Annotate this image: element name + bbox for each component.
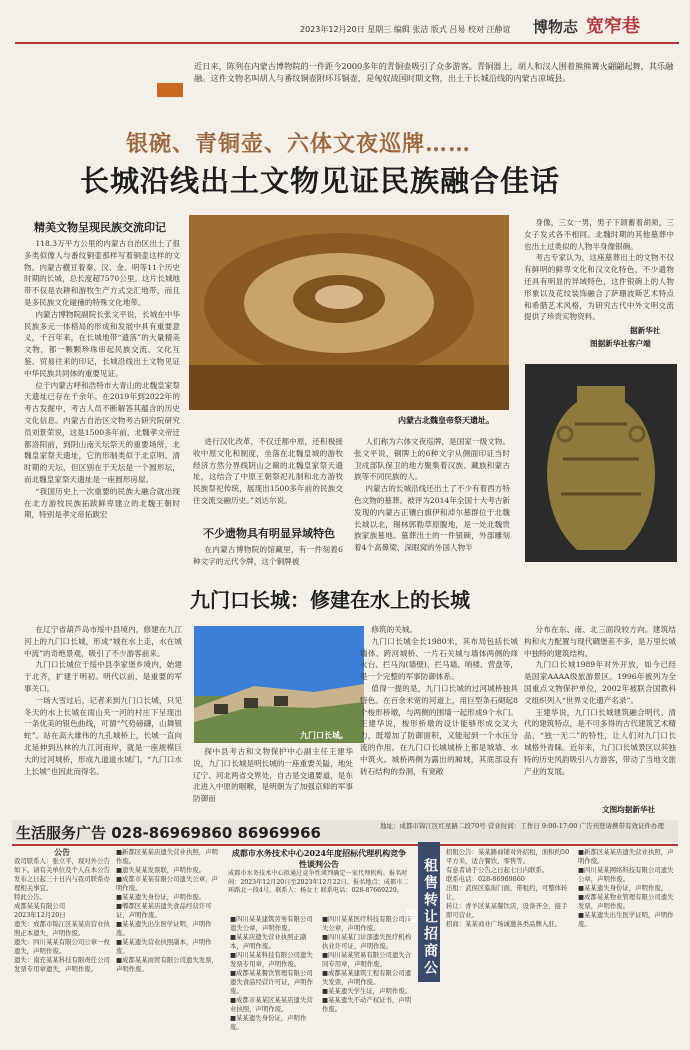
article1-col2 — [193, 436, 343, 522]
ad-item: 遗失：成都市锦江区某某店营业执照正本遗失，声明作废。 — [14, 920, 110, 937]
ad-item: 公告 — [54, 848, 70, 857]
ad-column-1 — [14, 848, 110, 1040]
ad-item: 招租公告：某某路商铺对外招租，面积约50平方米，适合餐饮、零售等。 — [446, 848, 570, 865]
ad-item: ■成都某某商贸有限公司遗失发票，声明作废。 — [116, 956, 218, 973]
lead-text: 近日来，陈列在内蒙古博物院的一件距今2000多年的青铜壶吸引了众多游客。青铜器上，胡人和汉人围着熊熊篝火翩翩起舞，其乐融融。这件文物名叫胡人与番纹铜壶附环耳铜壶，是匈奴战国时期文物，出土于长城沿线的内蒙古凉城县。 — [194, 61, 674, 83]
ad-item: ■某某遗失学生证，声明作废。 — [322, 987, 412, 995]
ad-item: ■新都区某某店遗失营业执照，声明作废。 — [578, 848, 674, 865]
ad-item: 成都某某有限公司 — [14, 902, 66, 910]
photo-great-wall — [194, 626, 364, 743]
tender-title: 成都市水务技术中心2024年度招标代理机构竞争性谈判公告 — [231, 848, 407, 869]
ad-item: ■某某遗失营业执照副本，声明作废。 — [116, 938, 212, 955]
ad-item: ■新都区某某店遗失营业执照，声明作废。 — [116, 848, 218, 865]
lead-paragraph — [194, 60, 674, 84]
subhead-1: 精美文物呈现民族交流印记 — [34, 221, 166, 234]
ad-banner-note: 地址：成都市锦江区红星路二段70号 营业时间：工作日 9:00-17:00 广告刊登请携带有效证件办理 — [380, 822, 664, 830]
ad-item: ■某某遗失出生医学证明，声明作废。 — [116, 920, 212, 937]
ad-item: 特此公告。 — [14, 893, 46, 901]
paragraph: 九门口长城位于绥中县李家堡乡境内，始建于北齐，扩建于明初。明代以前，是重要的军事关口。 — [24, 660, 182, 693]
ad-item: 招商：某某商业广场诚邀各类品牌入驻。 — [446, 920, 562, 928]
ad-item: 2023年12月20日 — [14, 911, 66, 919]
article2-col3 — [360, 624, 518, 814]
ad-item: ■成都某某物业管理有限公司遗失发票，声明作废。 — [578, 893, 674, 910]
rent-banner: 租售转让招商公告 — [418, 842, 440, 982]
section-name: 博物志 — [533, 18, 579, 36]
tender-notice — [228, 848, 410, 910]
article2-col2 — [193, 746, 353, 816]
book-icon — [157, 83, 183, 97]
paragraph: 位于内蒙古呼和浩特市大青山的北魏皇家祭天遗址已存在千余年。在2019年到2022年的考古发掘中，考古人员不断解答其蕴含的历史文化信息。内蒙古自治区文物考古研究院研究员刘景荣说，这是1500多年前，北魏孝文帝迁都洛阳前，到阴山南天坛祭天的重要场所，北魏皇家祭天遗址，它的形制类似于北京明、清时期的天坛，但区别在于天坛是一个圆形坛，而北魏皇家祭天遗址是一座圆形房屋。 — [24, 380, 180, 484]
ad-item: ■成都某某建筑工程有限公司遗失发票，声明作废。 — [322, 969, 412, 986]
paragraph: 身像，三女一男，男子下颌蓄着胡须，三女子发式各不相同。北魏时期的其他墓葬中也出土过类似的人物半身像银碗。 — [524, 218, 674, 251]
paragraph: 九门口长城1989年对外开放，如今已经是国家AAAA级旅游景区。1996年被列为全国重点文物保护单位，2002年被联合国教科文组织列入“世界文化遗产名录”。 — [524, 660, 676, 705]
paragraph: 值得一提的是，九门口长城的过河城桥独具特色。在百余米宽的河道上，用巨型条石砌起8个梭形桥墩，与两侧的围墙一起形成9个水门。王建华说，梭形桥墩的设计能够形成交叉大力，既增加了防御面积，又能起到一个水压分流的作用。在九门口长城城桥上都是城墙、水中筑火。城桥两侧为露出的厢城，其底部设有砖石结构的券洞，有宽敞 — [360, 683, 518, 776]
ad-item: ■四川某某贸易有限公司遗失合同专用章，声明作废。 — [322, 951, 412, 968]
ad-item: ■遗失某某发票联，声明作废。 — [116, 866, 206, 874]
ad-item: ■郫都区某某店遗失食品经营许可证，声明作废。 — [116, 902, 212, 919]
ad-item: ■四川某某科技有限公司遗失发票专用章，声明作废。 — [230, 951, 313, 968]
photo1-caption: 内蒙古北魏皇帝祭天遗址。 — [398, 415, 494, 425]
article1-col2b — [193, 544, 343, 578]
paragraph: 探中县考古和文物保护中心副主任王建华说，九门口长城是明长城的一座重要关隘，地处辽宁、河北两省交界处，自古是交通要道，是东北进入中原的咽喉，是明朝为了加强京师的军事防御而 — [193, 747, 353, 804]
ad-item: 我司联系人：张立平，现对外公告如下。请有关单位及个人在本公告发布之日起三十日内与我司联系办理相关事宜。 — [14, 857, 110, 892]
ad-item: 有意者请于公告之日起七日内联系。 — [446, 866, 549, 874]
paragraph: 进行汉化改革，不仅迁都中原，还积极接收中原文化和制度，坐落在北魏皇城的游牧经济方然分界线阴山之巅的北魏皇家祭天遗址，这结合了中原王朝祭祀礼制和北方游牧民族祭祀传统，展现出1500多年前的民族交往交流交融历史。”刘达尔说。 — [193, 437, 343, 505]
column-name: 宽窄巷 — [586, 16, 640, 37]
ad-item: ■成都市某某区某某店遗失营业执照，声明作废。 — [230, 996, 313, 1013]
ad-item: ■某某遗失身份证，声明作废。 — [578, 884, 668, 892]
ad-item: ■四川某某门诊部遗失医疗机构执业许可证，声明作废。 — [322, 933, 412, 950]
ad-item: ■某某店遗失营业执照正副本，声明作废。 — [230, 933, 307, 950]
paragraph: 内蒙古博物院副院长张文平说，长城在中华民族多元一体格局的形成和发展中具有重要意义，千百年来，在长城地带“遗落”的大量精美文物，都一颗颗珍珠串起民族交流、文化互鉴、贸易往来的印记，长城沿线出土文物见证中华民族共同体的重要见证。 — [24, 309, 180, 378]
ad-banner — [12, 820, 678, 842]
ad-item: ■某某遗失出生医学证明，声明作废。 — [578, 911, 674, 928]
paragraph: 分布在东、南、北三面段较方向。建筑结构和火力配置与现代碉堡差不多，是万里长城中独特的建筑结构。 — [524, 625, 676, 658]
ad-item: ■成都市某某有限公司遗失公章，声明作废。 — [116, 875, 218, 892]
page-header — [0, 0, 690, 46]
photo3-caption: 九门口长城。 — [300, 730, 348, 740]
tender-body: 成都市水务技术中心拟通过竞争性谈判确定一家代理机构。报名时间：2023年12月20日至2023年12月22日。报名地点：成都市二环路北一段4号。联系人：杨女士 联系电话：028-87669229。 — [228, 870, 409, 894]
paragraph: 人们称为六体文夜巡牌，是国家一级文物。张文平说，铜牌上的6种文字从侧面印证当时卫戍部队保卫的地方聚集着汉族、藏族和蒙古族等不同民族的人。 — [354, 437, 510, 482]
ad-column-4 — [322, 915, 414, 1039]
header-rule — [15, 42, 679, 44]
headline-2: 九门口长城：修建在水上的长城 — [190, 588, 470, 612]
ad-column-3 — [230, 915, 318, 1039]
ad-banner-title: 生活服务广告 028-86969860 86969966 — [16, 824, 321, 842]
ad-item: 遗失：四川某某有限公司公章一枚遗失，声明作废。 — [14, 938, 110, 955]
date-line: 2023年12月20日 星期三 编辑 张洁 版式 吕易 校对 汪静谊 — [300, 25, 511, 34]
paragraph: 一场大雪过后，记者来到九门口长城，只见冬天的水上长城在雨山夹一河的村庄下呈现出一条优美的银色曲线，可谓“气势磅礴，山舞银蛇”。站在高大雄伟的九孔城桥上，长城一直向北延伸到丛林的九江河南岸，就是一座规模巨大的过河城桥，形成九道道水城门。“九门口水上长城”也因此而得名。 — [24, 695, 182, 776]
ad-item: ■四川某某网络科技有限公司遗失公章，声明作废。 — [578, 866, 674, 883]
ad-item: 遗失：南充某某科技有限责任公司发票专用章遗失，声明作废。 — [14, 956, 110, 973]
ad-column-2 — [116, 848, 222, 1040]
article2-col4 — [524, 624, 676, 804]
ad-item: ■四川某某建筑劳务有限公司遗失公章，声明作废。 — [230, 915, 313, 932]
headline-main: 长城沿线出土文物见证民族融合佳话 — [80, 164, 561, 198]
article1-col4 — [524, 217, 674, 335]
paragraph: 修筑的关城。 — [371, 625, 417, 634]
paragraph: 在内蒙古博物院的馆藏里，有一件刻着6种文字的元代令牌，这个铜牌被 — [193, 545, 343, 566]
paragraph: 九门口长城全长1980米，其布局包括长城墙体、跨河城桥、一片石关城与墙体两侧的烽火台、拦马沟(墙壁)、拦马墙、哨楼、营盘等，是一个完整的军事防御体系。 — [360, 636, 518, 682]
subhead-2: 不少遗物具有明显异域特色 — [203, 527, 335, 540]
headline-sub: 银碗、青铜壶、六体文夜巡牌…… — [126, 131, 472, 157]
credit-1: 据新华社 — [630, 326, 661, 335]
article1-col1 — [24, 238, 180, 578]
paragraph: “我国历史上一次重要的民族大融合就出现在北方游牧民族拓跋鲜卑建立的北魏王朝时期，特别是孝文帝拓跋宏 — [24, 486, 180, 520]
ad-item: ■某某遗失身份证，声明作废。 — [116, 893, 206, 901]
paragraph: 王建华说，九门口长城建筑融合明代、清代的建筑特点，是不可多得的古代建筑艺术精品，“独一无二”的特性，让人们对九门口长城格外青睐。近年来，九门口长城景区以其独特的历史风韵吸引八方游客，带动了当地文旅产业的发展。 — [524, 707, 676, 776]
ad-item: ■四川某某医疗科技有限公司遗失公章，声明作废。 — [322, 915, 412, 932]
photo-altar-site — [189, 215, 509, 410]
paragraph: 在辽宁省葫芦岛市绥中县境内，修建在九江河上的九门口长城，形成“城在水上走，水在城中流”的奇绝景观，吸引了不少游客前来。 — [24, 625, 182, 658]
ad-column-5 — [446, 848, 572, 1040]
ad-item: 转让：青羊区某某餐饮店，设备齐全，接手即可营业。 — [446, 902, 568, 919]
credit-3: 文图均据新华社 — [602, 805, 656, 814]
ad-item: ■某某遗失身份证，声明作废。 — [230, 1014, 307, 1031]
ad-item: 联系电话：028-86969860 — [446, 875, 525, 883]
article1-col3 — [354, 436, 510, 576]
ad-item: ■成都某某餐饮管理有限公司遗失食品经营许可证，声明作废。 — [230, 969, 314, 995]
ad-item: 出租：武侯区临街门面，带租约，可整体转让。 — [446, 884, 568, 901]
paragraph: 考古专家认为，这座墓葬出土的文物不仅有鲜明的鲜卑文化和汉文化特色，不少遗物还具有明显的异域特色，这件银碗上的人物形象以及花纹装饰融合了萨珊波斯艺术特点和希腊艺术风格，为研究古代中外文明交流提供了珍贵实物资料。 — [524, 253, 674, 322]
paragraph: 内蒙古的长城沿线还出土了不少有着西方特色文物的墓葬。被评为2014年全国十大考古新发现的内蒙古正镶白旗伊和淖尔墓群位于北魏长城以北，锡林郭勒草原腹地，是一处北魏贵族家族墓地。墓葬出土的一件银碗，外部雕刻着4个高鼻梁、深眼窝的外国人物半 — [354, 484, 510, 553]
article2-col1 — [24, 624, 182, 814]
ad-item: ■某某遗失不动产权证书，声明作废。 — [322, 996, 412, 1013]
ad-column-6 — [578, 848, 676, 1040]
photo-bronze-pot — [525, 364, 677, 562]
credit-2: 图据新华社客户端 — [590, 339, 651, 348]
paragraph: 118.3万平方公里的内蒙古自治区出土了很多类似像人与番纹铜壶那样写着铜壶这样的文物。内蒙古横亘着秦、汉、金、明等11个历史时期的长城，总长度超7570公里。这片长城地带不仅是农耕和游牧生产方式交汇地带，而且是多民族文化碰撞的特殊文化地带。 — [24, 239, 180, 307]
